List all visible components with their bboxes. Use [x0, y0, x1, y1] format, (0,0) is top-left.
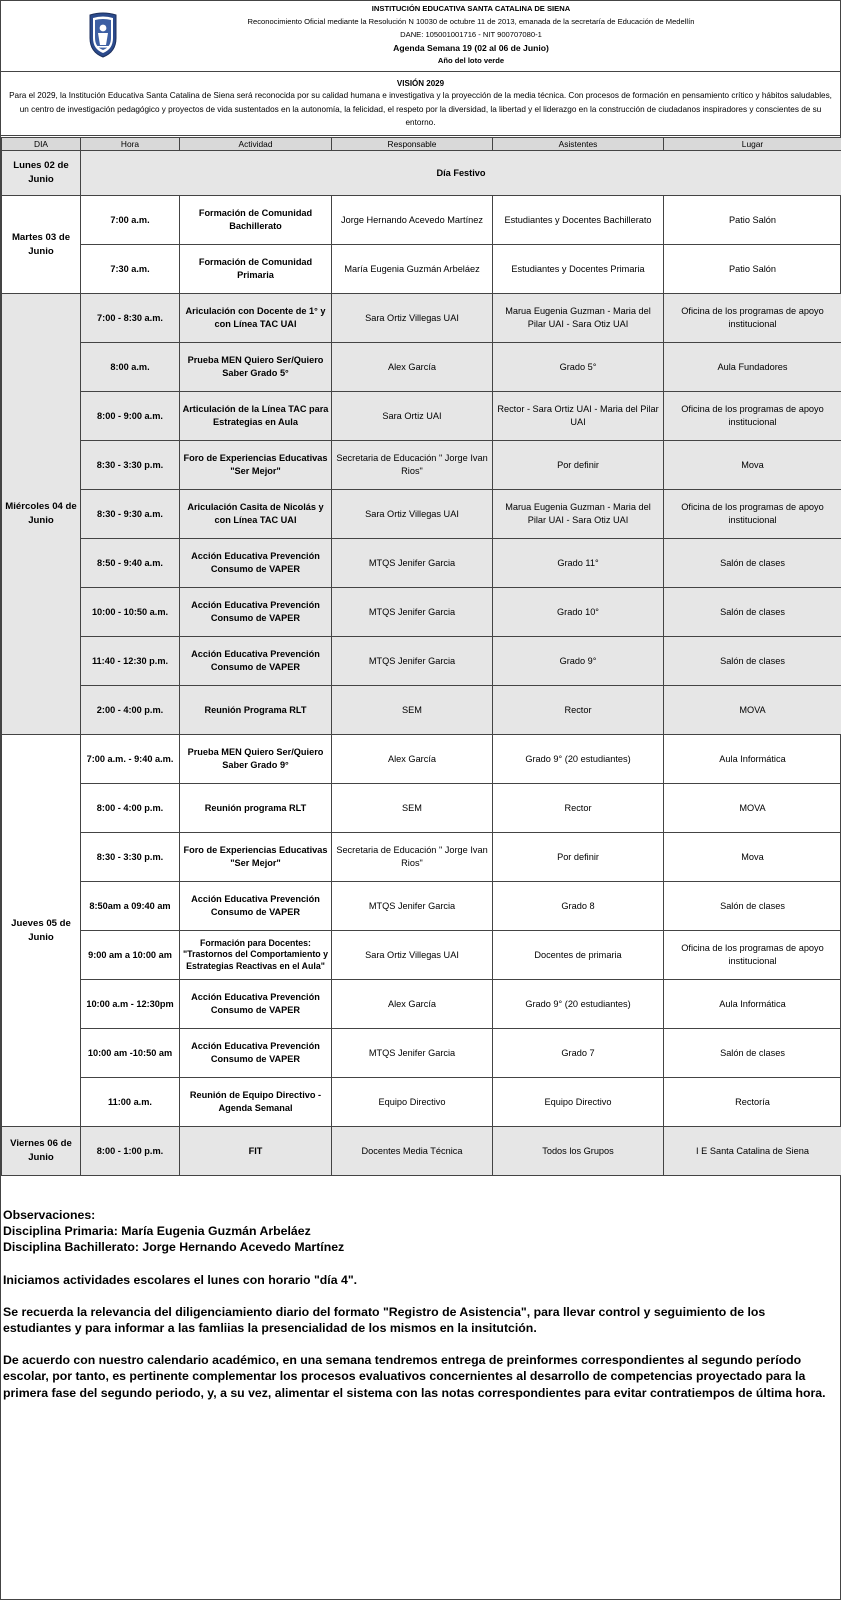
column-header-lugar: Lugar	[664, 138, 841, 151]
column-header-dia: DIA	[2, 138, 81, 151]
hora-cell: 11:00 a.m.	[81, 1078, 180, 1127]
lugar-cell: Salón de clases	[664, 637, 841, 686]
hora-cell: 10:00 am -10:50 am	[81, 1029, 180, 1078]
responsable-cell: SEM	[332, 686, 493, 735]
actividad-cell: Foro de Experiencias Educativas "Ser Mejor"	[180, 833, 332, 882]
table-row	[2, 931, 841, 980]
hora-cell: 8:30 - 3:30 p.m.	[81, 833, 180, 882]
discipline-bachillerato: Disciplina Bachillerato: Jorge Hernando Acevedo Martínez	[3, 1240, 345, 1255]
actividad-cell: Formación de Comunidad Bachillerato	[180, 196, 332, 245]
day-cell-wednesday: Miércoles 04 de Junio	[2, 294, 81, 735]
lugar-cell: MOVA	[664, 784, 841, 833]
actividad-cell: Formación para Docentes: "Trastornos del Comportamiento y Estrategias Reactivas en el Aula"	[180, 931, 332, 980]
agenda-week-title: Agenda Semana 19 (02 al 06 de Junio)	[393, 43, 549, 53]
asistentes-cell: Grado 10°	[493, 588, 664, 637]
table-row	[2, 294, 841, 343]
lugar-cell: Patio Salón	[664, 196, 841, 245]
lugar-cell: Salón de clases	[664, 588, 841, 637]
actividad-cell: Reunión Programa RLT	[180, 686, 332, 735]
lugar-cell: Oficina de los programas de apoyo institucional	[664, 931, 841, 980]
table-row	[2, 196, 841, 245]
asistentes-cell: Rector - Sara Ortiz UAI - Maria del Pilar UAI	[493, 392, 664, 441]
hora-cell: 8:30 - 3:30 p.m.	[81, 441, 180, 490]
vision-section	[1, 71, 840, 136]
observations-title: Observaciones:	[3, 1208, 96, 1222]
actividad-cell: Acción Educativa Prevención Consumo de VAPER	[180, 539, 332, 588]
table-row	[2, 1029, 841, 1078]
lugar-cell: I E Santa Catalina de Siena	[664, 1127, 841, 1176]
responsable-cell: MTQS Jenifer Garcia	[332, 637, 493, 686]
hora-cell: 10:00 a.m - 12:30pm	[81, 980, 180, 1029]
observation-start-schedule: Iniciamos actividades escolares el lunes con horario "día 4".	[3, 1272, 358, 1287]
column-header-asistentes: Asistentes	[493, 138, 664, 151]
hora-cell: 8:00 - 1:00 p.m.	[81, 1127, 180, 1176]
actividad-cell: Acción Educativa Prevención Consumo de VAPER	[180, 980, 332, 1029]
lugar-cell: Aula Fundadores	[664, 343, 841, 392]
responsable-cell: Secretaria de Educación " Jorge Ivan Rios"	[332, 833, 493, 882]
responsable-cell: Docentes Media Técnica	[332, 1127, 493, 1176]
responsable-cell: Jorge Hernando Acevedo Martínez	[332, 196, 493, 245]
asistentes-cell: Estudiantes y Docentes Primaria	[493, 245, 664, 294]
table-row	[2, 637, 841, 686]
hora-cell: 8:00 a.m.	[81, 343, 180, 392]
asistentes-cell: Grado 8	[493, 882, 664, 931]
holiday-cell: Día Festivo	[81, 151, 841, 196]
lugar-cell: Salón de clases	[664, 539, 841, 588]
asistentes-cell: Marua Eugenia Guzman - Maria del Pilar UAI - Sara Otiz UAI	[493, 490, 664, 539]
table-row	[2, 343, 841, 392]
actividad-cell: Ariculación Casita de Nicolás y con Línea TAC UAI	[180, 490, 332, 539]
hora-cell: 11:40 - 12:30 p.m.	[81, 637, 180, 686]
responsable-cell: Alex García	[332, 980, 493, 1029]
responsable-cell: Equipo Directivo	[332, 1078, 493, 1127]
hora-cell: 7:00 a.m.	[81, 196, 180, 245]
day-cell-friday: Viernes 06 de Junio	[2, 1127, 81, 1176]
lugar-cell: Mova	[664, 441, 841, 490]
asistentes-cell: Grado 9° (20 estudiantes)	[493, 735, 664, 784]
responsable-cell: Alex García	[332, 735, 493, 784]
asistentes-cell: Marua Eugenia Guzman - Maria del Pilar UAI - Sara Otiz UAI	[493, 294, 664, 343]
responsable-cell: Sara Ortiz Villegas UAI	[332, 490, 493, 539]
asistentes-cell: Grado 11°	[493, 539, 664, 588]
lugar-cell: Patio Salón	[664, 245, 841, 294]
lugar-cell: Aula Informática	[664, 735, 841, 784]
day-cell-thursday: Jueves 05 de Junio	[2, 735, 81, 1127]
actividad-cell: Acción Educativa Prevención Consumo de VAPER	[180, 1029, 332, 1078]
responsable-cell: MTQS Jenifer Garcia	[332, 539, 493, 588]
actividad-cell: Formación de Comunidad Primaria	[180, 245, 332, 294]
lugar-cell: Aula Informática	[664, 980, 841, 1029]
lugar-cell: Salón de clases	[664, 1029, 841, 1078]
actividad-cell: FIT	[180, 1127, 332, 1176]
hora-cell: 7:00 a.m. - 9:40 a.m.	[81, 735, 180, 784]
actividad-cell: Reunión de Equipo Directivo - Agenda Semanal	[180, 1078, 332, 1127]
recognition-line: Reconocimiento Oficial mediante la Resolución N 10030 de octubre 11 de 2013, emanada de la secretaría de Educación de Medellín	[247, 17, 695, 26]
responsable-cell: MTQS Jenifer Garcia	[332, 588, 493, 637]
asistentes-cell: Docentes de primaria	[493, 931, 664, 980]
hora-cell: 8:00 - 9:00 a.m.	[81, 392, 180, 441]
responsable-cell: SEM	[332, 784, 493, 833]
column-header-actividad: Actividad	[180, 138, 332, 151]
responsable-cell: Alex García	[332, 343, 493, 392]
hora-cell: 7:30 a.m.	[81, 245, 180, 294]
table-row	[2, 980, 841, 1029]
asistentes-cell: Por definir	[493, 441, 664, 490]
responsable-cell: Sara Ortiz Villegas UAI	[332, 931, 493, 980]
observation-preinformes: De acuerdo con nuestro calendario académico, en una semana tendremos entrega de preinformes correspondientes al segundo período escolar, por tanto, es pertinente complementar los procesos evaluativos concernientes al desarrollo de competencias proyectado para la primera fase del segundo periodo, y, a su vez, alimentar el sistema con las notas correspondientes para evitar contratiempos de última hora.	[3, 1353, 826, 1400]
responsable-cell: MTQS Jenifer Garcia	[332, 1029, 493, 1078]
hora-cell: 2:00 - 4:00 p.m.	[81, 686, 180, 735]
hora-cell: 7:00 - 8:30 a.m.	[81, 294, 180, 343]
responsable-cell: Sara Ortiz Villegas UAI	[332, 294, 493, 343]
actividad-cell: Ariculación con Docente de 1° y con Línea TAC UAI	[180, 294, 332, 343]
table-row	[2, 392, 841, 441]
lugar-cell: Rectoría	[664, 1078, 841, 1127]
vision-text: Para el 2029, la Institución Educativa Santa Catalina de Siena será reconocida por su calidad humana e investigativa y la proyección de la media técnica. Con procesos de formación en pensamiento crítico y hábitos saludables, un centro de investigación pedagógico y proyectos de vida sustentados en la autonomía, la felicidad, el respeto por la diversidad, la libertad y el liderazgo en la construcción de ciudadanos inspiradores y conscientes de su entorno.	[9, 91, 832, 128]
lugar-cell: Mova	[664, 833, 841, 882]
lugar-cell: Oficina de los programas de apoyo institucional	[664, 490, 841, 539]
hora-cell: 10:00 - 10:50 a.m.	[81, 588, 180, 637]
institution-name: INSTITUCIÓN EDUCATIVA SANTA CATALINA DE SIENA	[371, 4, 571, 13]
observations-section	[3, 1207, 833, 1401]
discipline-primaria: Disciplina Primaria: María Eugenia Guzmán Arbeláez	[3, 1224, 311, 1239]
table-row	[2, 588, 841, 637]
lugar-cell: Oficina de los programas de apoyo institucional	[664, 294, 841, 343]
lugar-cell: Salón de clases	[664, 882, 841, 931]
actividad-cell: Foro de Experiencias Educativas "Ser Mejor"	[180, 441, 332, 490]
column-header-hora: Hora	[81, 138, 180, 151]
agenda-table	[1, 137, 841, 1176]
lugar-cell: Oficina de los programas de apoyo institucional	[664, 392, 841, 441]
actividad-cell: Reunión programa RLT	[180, 784, 332, 833]
day-cell-tuesday: Martes 03 de Junio	[2, 196, 81, 294]
table-row	[2, 1078, 841, 1127]
asistentes-cell: Grado 5°	[493, 343, 664, 392]
asistentes-cell: Estudiantes y Docentes Bachillerato	[493, 196, 664, 245]
asistentes-cell: Grado 9° (20 estudiantes)	[493, 980, 664, 1029]
table-row	[2, 833, 841, 882]
table-row	[2, 784, 841, 833]
vision-title: VISIÓN 2029	[396, 79, 445, 88]
asistentes-cell: Rector	[493, 686, 664, 735]
asistentes-cell: Grado 7	[493, 1029, 664, 1078]
hora-cell: 8:50am a 09:40 am	[81, 882, 180, 931]
table-row	[2, 151, 841, 196]
asistentes-cell: Por definir	[493, 833, 664, 882]
hora-cell: 9:00 am a 10:00 am	[81, 931, 180, 980]
actividad-cell: Acción Educativa Prevención Consumo de VAPER	[180, 588, 332, 637]
table-row	[2, 490, 841, 539]
actividad-cell: Acción Educativa Prevención Consumo de VAPER	[180, 637, 332, 686]
responsable-cell: Secretaria de Educación " Jorge Ivan Rios"	[332, 441, 493, 490]
year-motto: Año del loto verde	[437, 56, 505, 65]
asistentes-cell: Todos los Grupos	[493, 1127, 664, 1176]
actividad-cell: Prueba MEN Quiero Ser/Quiero Saber Grado 5°	[180, 343, 332, 392]
hora-cell: 8:50 - 9:40 a.m.	[81, 539, 180, 588]
table-row	[2, 686, 841, 735]
actividad-cell: Articulación de la Línea TAC para Estrategias en Aula	[180, 392, 332, 441]
day-cell-monday: Lunes 02 de Junio	[2, 151, 81, 196]
responsable-cell: María Eugenia Guzmán Arbeláez	[332, 245, 493, 294]
actividad-cell: Prueba MEN Quiero Ser/Quiero Saber Grado 9°	[180, 735, 332, 784]
table-row	[2, 882, 841, 931]
asistentes-cell: Grado 9°	[493, 637, 664, 686]
document-header	[1, 1, 840, 72]
table-header-row	[2, 138, 841, 151]
actividad-cell: Acción Educativa Prevención Consumo de VAPER	[180, 882, 332, 931]
observation-attendance-record: Se recuerda la relevancia del diligenciamiento diario del formato "Registro de Asistencia", para llevar control y seguimiento de los estudiantes y para informar a las famliias la presencialidad de los mismos en la insitutción.	[3, 1304, 766, 1336]
lugar-cell: MOVA	[664, 686, 841, 735]
asistentes-cell: Equipo Directivo	[493, 1078, 664, 1127]
responsable-cell: MTQS Jenifer Garcia	[332, 882, 493, 931]
asistentes-cell: Rector	[493, 784, 664, 833]
table-row	[2, 245, 841, 294]
table-row	[2, 539, 841, 588]
responsable-cell: Sara Ortiz UAI	[332, 392, 493, 441]
hora-cell: 8:00 - 4:00 p.m.	[81, 784, 180, 833]
dane-nit-line: DANE: 105001001716 - NIT 900707080-1	[400, 30, 542, 39]
table-row	[2, 735, 841, 784]
school-crest-logo-icon	[88, 12, 118, 58]
table-row	[2, 1127, 841, 1176]
hora-cell: 8:30 - 9:30 a.m.	[81, 490, 180, 539]
table-row	[2, 441, 841, 490]
column-header-responsable: Responsable	[332, 138, 493, 151]
